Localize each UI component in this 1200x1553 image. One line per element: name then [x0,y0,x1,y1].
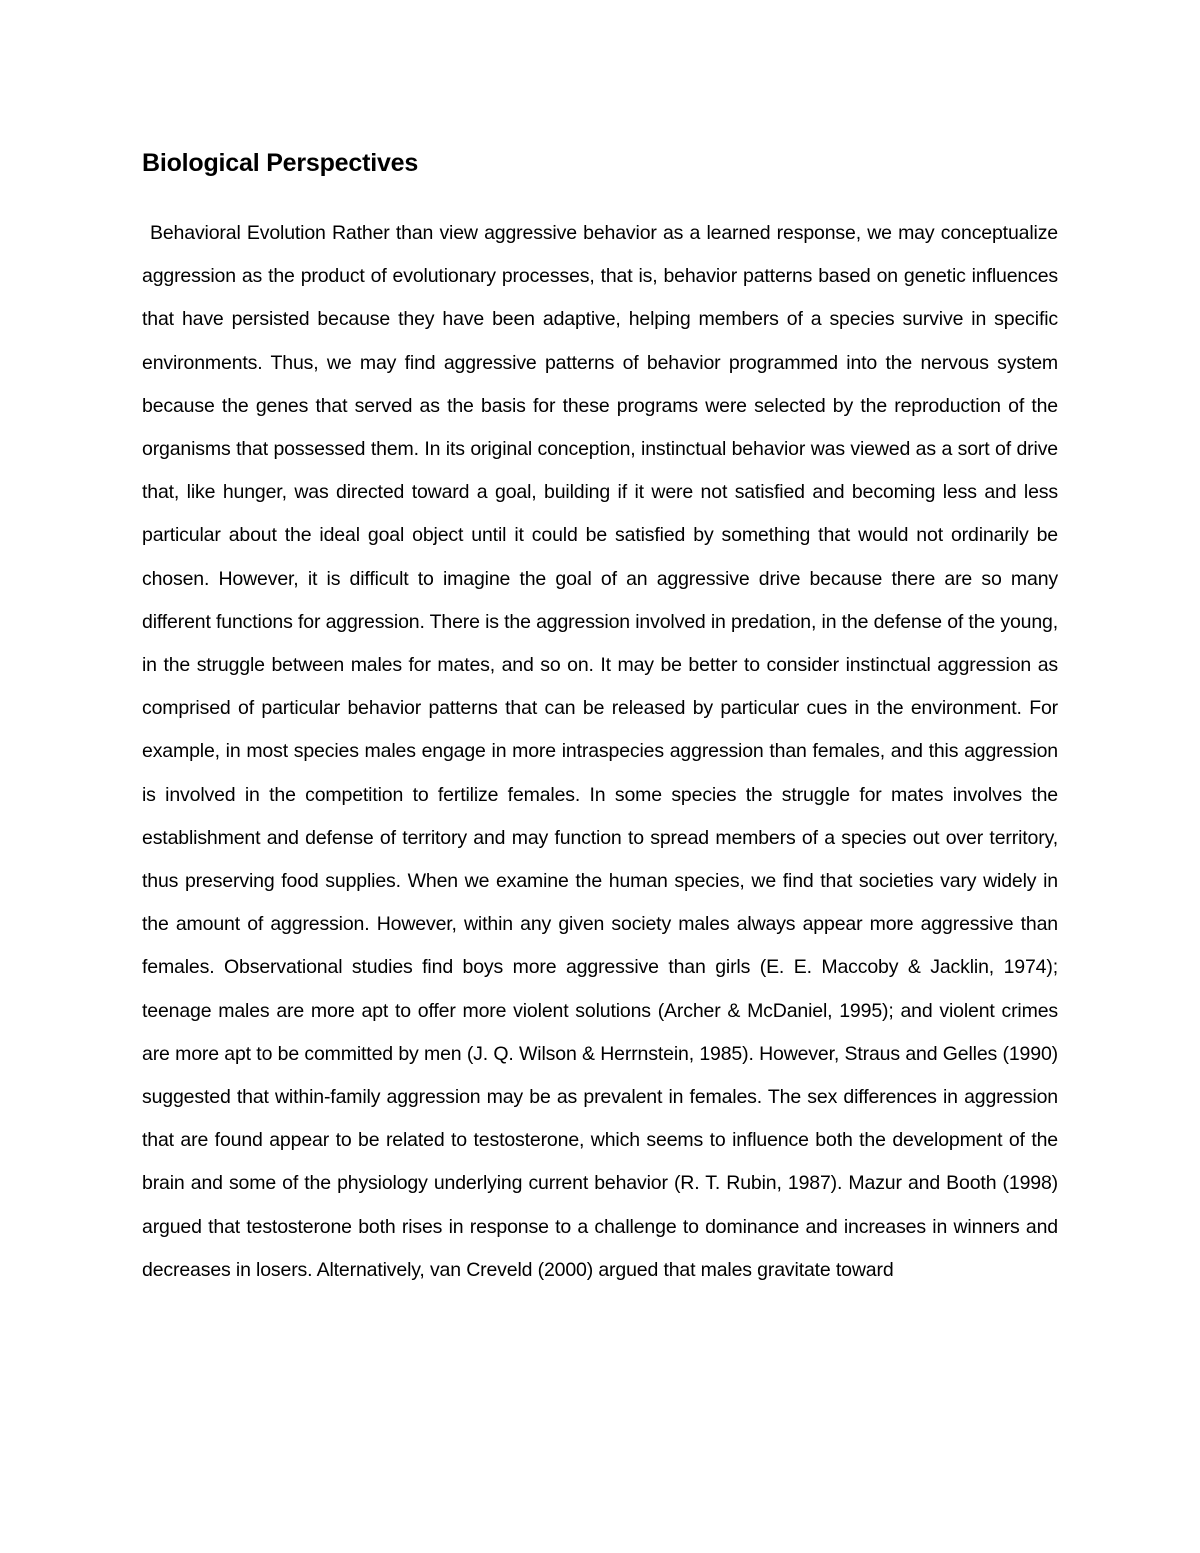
document-content [142,140,1058,1292]
section-heading: Biological Perspectives [142,149,419,177]
body-paragraph: Behavioral Evolution Rather than view aggressive behavior as a learned response, we may conceptualize aggression as the product of evolutionary processes, that is, behavior patterns based on genetic influences that have persisted because they have been adaptive, helping members of a species survive in specific environments. Thus, we may find aggressive patterns of behavior programmed into the nervous system because the genes that served as the basis for these programs were selected by the reproduction of the organisms that possessed them. In its original conception, instinctual behavior was viewed as a sort of drive that, like hunger, was directed toward a goal, building if it were not satisfied and becoming less and less particular about the ideal goal object until it could be satisfied by something that would not ordinarily be chosen. However, it is difficult to imagine the goal of an aggressive drive because there are so many different functions for aggression. There is the aggression involved in predation, in the defense of the young, in the struggle between males for mates, and so on. It may be better to consider instinctual aggression as comprised of particular behavior patterns that can be released by particular cues in the environment. For example, in most species males engage in more intraspecies aggression than females, and this aggression is involved in the competition to fertilize females. In some species the struggle for mates involves the establishment and defense of territory and may function to spread members of a species out over territory, thus preserving food supplies. When we examine the human species, we find that societies vary widely in the amount of aggression. However, within any given society males always appear more aggressive than females. Observational studies find boys more aggressive than girls (E. E. Maccoby & Jacklin, 1974); teenage males are more apt to offer more violent solutions (Archer & McDaniel, 1995); and violent crimes are more apt to be committed by men (J. Q. Wilson & Herrnstein, 1985). However, Straus and Gelles (1990) suggested that within-family aggression may be as prevalent in females. The sex differences in aggression that are found appear to be related to testosterone, which seems to influence both the development of the brain and some of the physiology underlying current behavior (R. T. Rubin, 1987). Mazur and Booth (1998) argued that testosterone both rises in response to a challenge to dominance and increases in winners and decreases in losers. Alternatively, van Creveld (2000) argued that males gravitate toward [142,222,1058,1281]
